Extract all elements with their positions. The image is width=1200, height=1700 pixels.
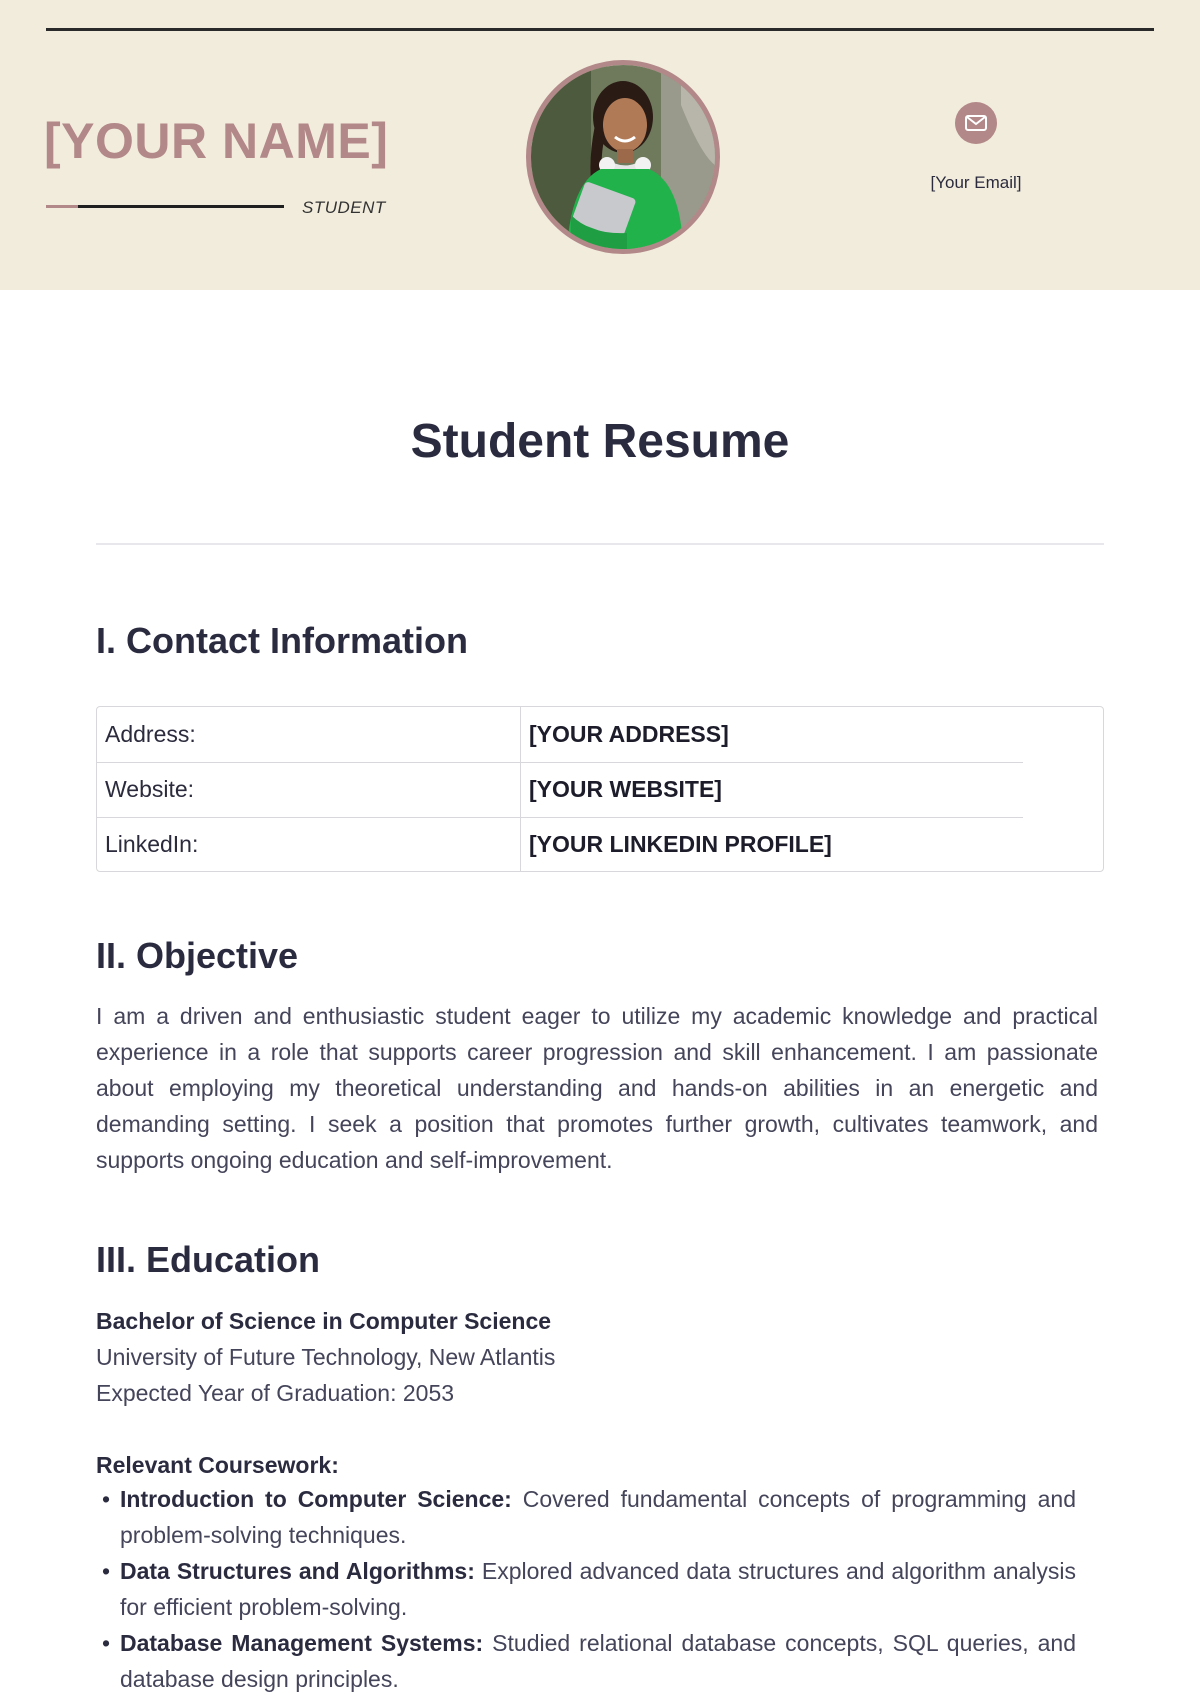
bullet-icon: • <box>102 1486 111 1512</box>
candidate-name: [YOUR NAME] <box>44 113 389 169</box>
school-name: University of Future Technology, New Atlantis <box>96 1344 556 1370</box>
education-heading: III. Education <box>96 1239 321 1280</box>
contact-value: [YOUR ADDRESS] <box>529 721 729 747</box>
document-title: Student Resume <box>410 415 790 468</box>
contact-label: LinkedIn: <box>105 831 199 857</box>
degree-title: Bachelor of Science in Computer Science <box>96 1308 552 1334</box>
header-band <box>0 0 1200 290</box>
contact-value: [YOUR WEBSITE] <box>529 776 722 802</box>
course-name: Database Management Systems: <box>120 1630 484 1656</box>
list-item <box>96 1553 1076 1625</box>
name-underline-accent <box>46 205 78 208</box>
bullet-icon: • <box>102 1630 111 1656</box>
course-description: Explored advanced data structures and algorithm analysis for efficient problem-solving. <box>120 1558 1076 1620</box>
header-top-rule <box>46 28 1154 31</box>
mail-icon <box>955 102 997 144</box>
contact-label: Address: <box>105 721 196 747</box>
bullet-icon: • <box>102 1558 111 1584</box>
contact-row-linkedin <box>97 817 1103 872</box>
course-description: Covered fundamental concepts of programming and problem-solving techniques. <box>120 1486 1076 1548</box>
profile-photo <box>526 60 720 254</box>
profile-photo-illustration <box>531 65 715 249</box>
coursework-list <box>96 1481 1076 1697</box>
envelope-glyph <box>965 115 987 131</box>
coursework-label: Relevant Coursework: <box>96 1452 339 1478</box>
name-underline <box>46 205 284 208</box>
course-name: Data Structures and Algorithms: <box>120 1558 475 1584</box>
contact-label: Website: <box>105 776 195 802</box>
objective-text: I am a driven and enthusiastic student eager to utilize my academic knowledge and practical experience in a role that supports career progression and skill enhancement. I am passionate about employing my theoretical understanding and hands-on abilities in an energetic and demanding setting. I seek a position that promotes further growth, cultivates teamwork, and supports ongoing education and self-improvement. <box>96 1003 1098 1173</box>
graduation-year: Expected Year of Graduation: 2053 <box>96 1380 455 1406</box>
title-divider <box>96 543 1104 545</box>
list-item <box>96 1625 1076 1697</box>
email-text[interactable]: [Your Email] <box>930 173 1022 192</box>
list-item <box>96 1481 1076 1553</box>
contact-table <box>96 706 1104 872</box>
contact-value: [YOUR LINKEDIN PROFILE] <box>529 831 832 857</box>
contact-row-website <box>97 762 1103 817</box>
objective-heading: II. Objective <box>96 935 299 976</box>
course-name: Introduction to Computer Science: <box>120 1486 512 1512</box>
course-description: Studied relational database concepts, SQL queries, and database design principles. <box>120 1630 1077 1692</box>
contact-row-address <box>97 707 1103 762</box>
contact-heading: I. Contact Information <box>96 620 468 661</box>
candidate-role: STUDENT <box>302 198 386 217</box>
